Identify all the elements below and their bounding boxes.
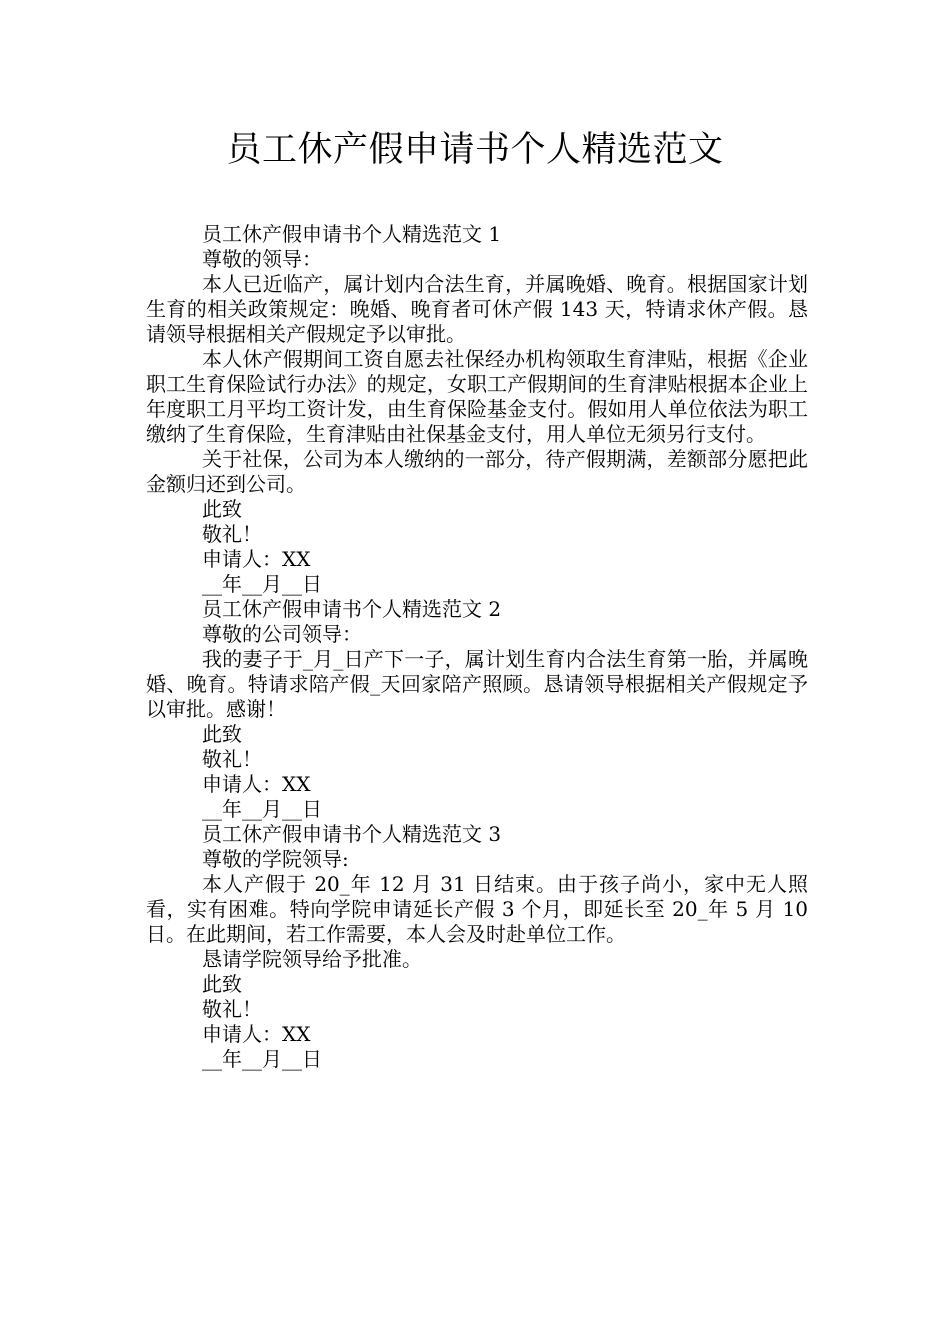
body-paragraph: 关于社保，公司为本人缴纳的一部分，待产假期满，差额部分愿把此金额归还到公司。 bbox=[146, 447, 808, 496]
closing-line: 敬礼！ bbox=[202, 522, 262, 546]
closing-line: 此致 bbox=[202, 722, 242, 746]
body-paragraph: 我的妻子于_月_日产下一子，属计划生育内合法生育第一胎，并属晚婚、晚育。特请求陪产假_天回家陪产照顾。恳请领导根据相关产假规定予以审批。感谢！ bbox=[146, 647, 808, 721]
closing-line: 此致 bbox=[202, 497, 242, 521]
date-line: __年__月__日 bbox=[202, 1047, 322, 1071]
date-line: __年__月__日 bbox=[202, 797, 322, 821]
salutation-1: 尊敬的领导： bbox=[202, 247, 322, 271]
applicant-line: 申请人：XX bbox=[202, 1022, 311, 1046]
document-body bbox=[146, 222, 808, 1072]
closing-line: 敬礼！ bbox=[202, 997, 262, 1021]
date-line: __年__月__日 bbox=[202, 572, 322, 596]
salutation-3: 尊敬的学院领导: bbox=[202, 847, 349, 871]
body-paragraph: 本人产假于 20_年 12 月 31 日结束。由于孩子尚小，家中无人照看，实有困难。特向学院申请延长产假 3 个月，即延长至 20_年 5 月 10 日。在此期间，若工作需要，本人会及时赴单位工作。 bbox=[146, 872, 808, 946]
section-heading-1: 员工休产假申请书个人精选范文 1 bbox=[202, 222, 502, 246]
applicant-line: 申请人：XX bbox=[202, 547, 311, 571]
body-paragraph: 本人休产假期间工资自愿去社保经办机构领取生育津贴，根据《企业职工生育保险试行办法》的规定，女职工产假期间的生育津贴根据本企业上年度职工月平均工资计发，由生育保险基金支付。假如用人单位依法为职工缴纳了生育保险，生育津贴由社保基金支付，用人单位无须另行支付。 bbox=[146, 347, 808, 446]
applicant-line: 申请人：XX bbox=[202, 772, 311, 796]
closing-line: 敬礼！ bbox=[202, 747, 262, 771]
section-heading-3: 员工休产假申请书个人精选范文 3 bbox=[202, 822, 502, 846]
document-title: 员工休产假申请书个人精选范文 bbox=[226, 130, 724, 170]
body-paragraph: 恳请学院领导给予批准。 bbox=[202, 947, 422, 971]
closing-line: 此致 bbox=[202, 972, 242, 996]
salutation-2: 尊敬的公司领导： bbox=[202, 622, 362, 646]
section-heading-2: 员工休产假申请书个人精选范文 2 bbox=[202, 597, 502, 621]
body-paragraph: 本人已近临产，属计划内合法生育，并属晚婚、晚育。根据国家计划生育的相关政策规定：晚婚、晚育者可休产假 143 天，特请求休产假。恳请领导根据相关产假规定予以审批。 bbox=[146, 272, 808, 346]
